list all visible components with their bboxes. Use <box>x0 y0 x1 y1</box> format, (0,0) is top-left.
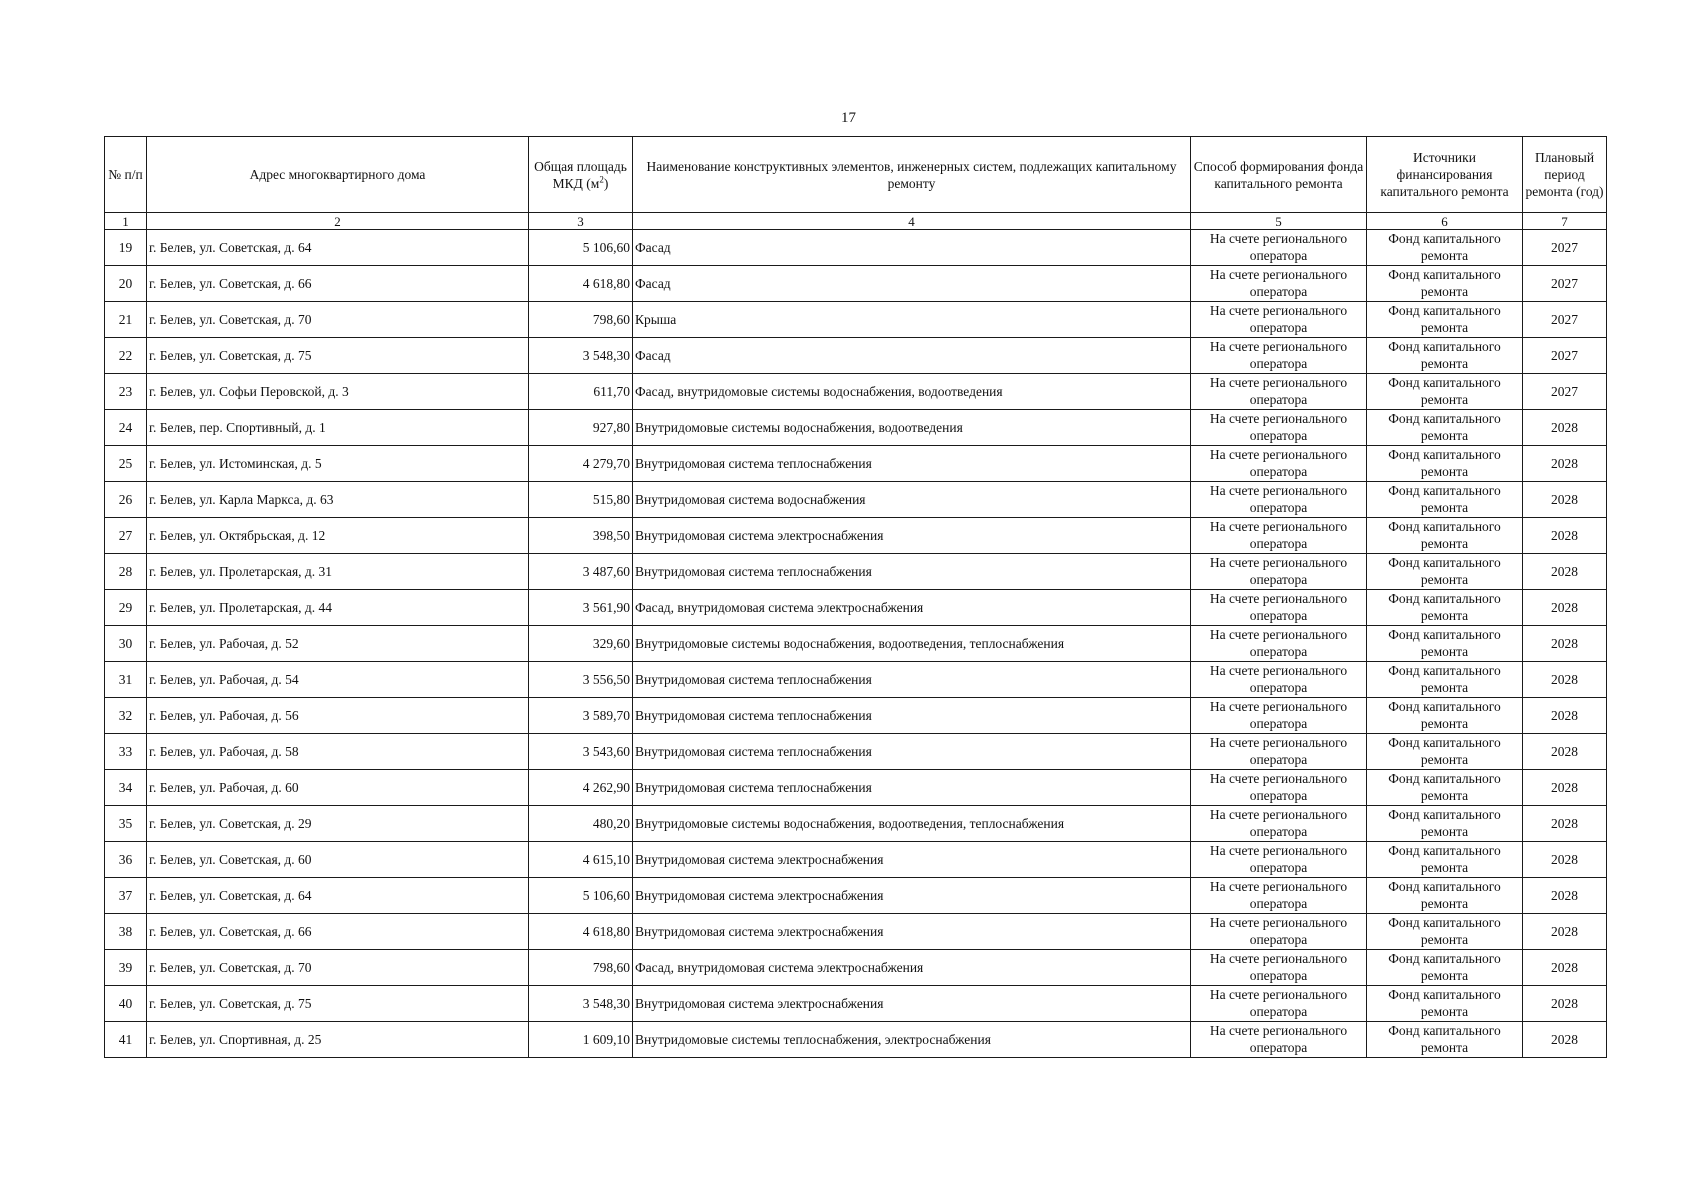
table-body <box>105 230 1607 1058</box>
table-row <box>105 806 1607 842</box>
repair-elements: Фасад, внутридомовая система электроснабжения <box>633 590 1191 626</box>
house-address: г. Белев, ул. Советская, д. 66 <box>147 914 529 950</box>
table-row <box>105 986 1607 1022</box>
header-row <box>105 137 1607 213</box>
total-area: 329,60 <box>529 626 633 662</box>
financing-source: Фонд капитального ремонта <box>1367 338 1523 374</box>
total-area: 3 589,70 <box>529 698 633 734</box>
table-row <box>105 878 1607 914</box>
planned-year: 2027 <box>1523 302 1607 338</box>
financing-source: Фонд капитального ремонта <box>1367 698 1523 734</box>
repair-elements: Внутридомовая система электроснабжения <box>633 518 1191 554</box>
fund-method: На счете регионального оператора <box>1191 590 1367 626</box>
planned-year: 2028 <box>1523 590 1607 626</box>
total-area: 4 262,90 <box>529 770 633 806</box>
house-address: г. Белев, ул. Советская, д. 60 <box>147 842 529 878</box>
financing-source: Фонд капитального ремонта <box>1367 374 1523 410</box>
fund-method: На счете регионального оператора <box>1191 770 1367 806</box>
header-no: № п/п <box>105 137 147 213</box>
house-address: г. Белев, пер. Спортивный, д. 1 <box>147 410 529 446</box>
fund-method: На счете регионального оператора <box>1191 230 1367 266</box>
table-row <box>105 554 1607 590</box>
planned-year: 2028 <box>1523 734 1607 770</box>
column-number: 7 <box>1523 213 1607 230</box>
repair-elements: Внутридомовые системы водоснабжения, водоотведения, теплоснабжения <box>633 626 1191 662</box>
planned-year: 2028 <box>1523 806 1607 842</box>
house-address: г. Белев, ул. Советская, д. 66 <box>147 266 529 302</box>
page-number: 17 <box>841 110 856 126</box>
house-address: г. Белев, ул. Спортивная, д. 25 <box>147 1022 529 1058</box>
repair-elements: Внутридомовые системы теплоснабжения, электроснабжения <box>633 1022 1191 1058</box>
table-row <box>105 1022 1607 1058</box>
total-area: 3 487,60 <box>529 554 633 590</box>
financing-source: Фонд капитального ремонта <box>1367 842 1523 878</box>
total-area: 515,80 <box>529 482 633 518</box>
row-number: 27 <box>105 518 147 554</box>
planned-year: 2028 <box>1523 986 1607 1022</box>
table-row <box>105 590 1607 626</box>
financing-source: Фонд капитального ремонта <box>1367 482 1523 518</box>
house-address: г. Белев, ул. Софьи Перовской, д. 3 <box>147 374 529 410</box>
total-area: 611,70 <box>529 374 633 410</box>
financing-source: Фонд капитального ремонта <box>1367 626 1523 662</box>
house-address: г. Белев, ул. Советская, д. 70 <box>147 950 529 986</box>
repair-elements: Внутридомовая система теплоснабжения <box>633 662 1191 698</box>
fund-method: На счете регионального оператора <box>1191 878 1367 914</box>
row-number: 32 <box>105 698 147 734</box>
fund-method: На счете регионального оператора <box>1191 626 1367 662</box>
planned-year: 2028 <box>1523 446 1607 482</box>
financing-source: Фонд капитального ремонта <box>1367 986 1523 1022</box>
financing-source: Фонд капитального ремонта <box>1367 770 1523 806</box>
house-address: г. Белев, ул. Пролетарская, д. 31 <box>147 554 529 590</box>
row-number: 22 <box>105 338 147 374</box>
planned-year: 2027 <box>1523 230 1607 266</box>
house-address: г. Белев, ул. Советская, д. 64 <box>147 230 529 266</box>
fund-method: На счете регионального оператора <box>1191 518 1367 554</box>
financing-source: Фонд капитального ремонта <box>1367 302 1523 338</box>
house-address: г. Белев, ул. Рабочая, д. 60 <box>147 770 529 806</box>
repair-elements: Внутридомовая система теплоснабжения <box>633 554 1191 590</box>
fund-method: На счете регионального оператора <box>1191 950 1367 986</box>
row-number: 20 <box>105 266 147 302</box>
row-number: 26 <box>105 482 147 518</box>
total-area: 4 615,10 <box>529 842 633 878</box>
planned-year: 2028 <box>1523 518 1607 554</box>
column-number: 5 <box>1191 213 1367 230</box>
planned-year: 2028 <box>1523 554 1607 590</box>
header-area-close: ) <box>603 175 609 191</box>
column-number: 4 <box>633 213 1191 230</box>
financing-source: Фонд капитального ремонта <box>1367 518 1523 554</box>
row-number: 40 <box>105 986 147 1022</box>
column-number: 3 <box>529 213 633 230</box>
repair-elements: Внутридомовая система водоснабжения <box>633 482 1191 518</box>
house-address: г. Белев, ул. Рабочая, д. 58 <box>147 734 529 770</box>
fund-method: На счете регионального оператора <box>1191 482 1367 518</box>
house-address: г. Белев, ул. Советская, д. 29 <box>147 806 529 842</box>
row-number: 39 <box>105 950 147 986</box>
row-number: 28 <box>105 554 147 590</box>
fund-method: На счете регионального оператора <box>1191 806 1367 842</box>
planned-year: 2028 <box>1523 842 1607 878</box>
table-row <box>105 518 1607 554</box>
table-row <box>105 842 1607 878</box>
repair-elements: Внутридомовая система электроснабжения <box>633 842 1191 878</box>
financing-source: Фонд капитального ремонта <box>1367 446 1523 482</box>
planned-year: 2028 <box>1523 698 1607 734</box>
financing-source: Фонд капитального ремонта <box>1367 914 1523 950</box>
house-address: г. Белев, ул. Советская, д. 70 <box>147 302 529 338</box>
header-period: Плановый период ремонта (год) <box>1523 137 1607 213</box>
financing-source: Фонд капитального ремонта <box>1367 950 1523 986</box>
table-row <box>105 734 1607 770</box>
repair-elements: Фасад <box>633 266 1191 302</box>
row-number: 35 <box>105 806 147 842</box>
table-row <box>105 302 1607 338</box>
financing-source: Фонд капитального ремонта <box>1367 1022 1523 1058</box>
planned-year: 2028 <box>1523 626 1607 662</box>
fund-method: На счете регионального оператора <box>1191 302 1367 338</box>
financing-source: Фонд капитального ремонта <box>1367 410 1523 446</box>
fund-method: На счете регионального оператора <box>1191 842 1367 878</box>
repair-elements: Внутридомовая система теплоснабжения <box>633 734 1191 770</box>
house-address: г. Белев, ул. Советская, д. 75 <box>147 986 529 1022</box>
table-row <box>105 374 1607 410</box>
fund-method: На счете регионального оператора <box>1191 410 1367 446</box>
row-number: 23 <box>105 374 147 410</box>
fund-method: На счете регионального оператора <box>1191 554 1367 590</box>
table-row <box>105 338 1607 374</box>
table-row <box>105 446 1607 482</box>
fund-method: На счете регионального оператора <box>1191 338 1367 374</box>
row-number: 25 <box>105 446 147 482</box>
total-area: 798,60 <box>529 302 633 338</box>
row-number: 41 <box>105 1022 147 1058</box>
table-row <box>105 266 1607 302</box>
house-address: г. Белев, ул. Рабочая, д. 52 <box>147 626 529 662</box>
table-row <box>105 950 1607 986</box>
total-area: 927,80 <box>529 410 633 446</box>
repair-elements: Внутридомовая система электроснабжения <box>633 914 1191 950</box>
table-row <box>105 410 1607 446</box>
column-number: 2 <box>147 213 529 230</box>
total-area: 1 609,10 <box>529 1022 633 1058</box>
total-area: 3 556,50 <box>529 662 633 698</box>
table-row <box>105 626 1607 662</box>
planned-year: 2028 <box>1523 914 1607 950</box>
house-address: г. Белев, ул. Октябрьская, д. 12 <box>147 518 529 554</box>
planned-year: 2027 <box>1523 374 1607 410</box>
total-area: 798,60 <box>529 950 633 986</box>
repair-elements: Внутридомовые системы водоснабжения, водоотведения <box>633 410 1191 446</box>
table-row <box>105 698 1607 734</box>
repair-elements: Крыша <box>633 302 1191 338</box>
table-row <box>105 230 1607 266</box>
planned-year: 2028 <box>1523 878 1607 914</box>
fund-method: На счете регионального оператора <box>1191 374 1367 410</box>
header-area <box>529 137 633 213</box>
fund-method: На счете регионального оператора <box>1191 266 1367 302</box>
planned-year: 2028 <box>1523 410 1607 446</box>
repair-elements: Внутридомовая система теплоснабжения <box>633 698 1191 734</box>
header-source: Источники финансирования капитального ремонта <box>1367 137 1523 213</box>
financing-source: Фонд капитального ремонта <box>1367 878 1523 914</box>
financing-source: Фонд капитального ремонта <box>1367 266 1523 302</box>
row-number: 29 <box>105 590 147 626</box>
column-number: 1 <box>105 213 147 230</box>
row-number: 36 <box>105 842 147 878</box>
planned-year: 2028 <box>1523 1022 1607 1058</box>
total-area: 480,20 <box>529 806 633 842</box>
row-number: 24 <box>105 410 147 446</box>
row-number: 31 <box>105 662 147 698</box>
house-address: г. Белев, ул. Рабочая, д. 56 <box>147 698 529 734</box>
repair-elements: Фасад <box>633 230 1191 266</box>
row-number: 19 <box>105 230 147 266</box>
total-area: 3 561,90 <box>529 590 633 626</box>
fund-method: На счете регионального оператора <box>1191 986 1367 1022</box>
house-address: г. Белев, ул. Пролетарская, д. 44 <box>147 590 529 626</box>
row-number: 38 <box>105 914 147 950</box>
repair-elements: Внутридомовая система теплоснабжения <box>633 446 1191 482</box>
financing-source: Фонд капитального ремонта <box>1367 230 1523 266</box>
fund-method: На счете регионального оператора <box>1191 1022 1367 1058</box>
total-area: 4 618,80 <box>529 914 633 950</box>
planned-year: 2028 <box>1523 662 1607 698</box>
total-area: 3 548,30 <box>529 338 633 374</box>
financing-source: Фонд капитального ремонта <box>1367 662 1523 698</box>
financing-source: Фонд капитального ремонта <box>1367 590 1523 626</box>
house-address: г. Белев, ул. Рабочая, д. 54 <box>147 662 529 698</box>
house-address: г. Белев, ул. Карла Маркса, д. 63 <box>147 482 529 518</box>
fund-method: На счете регионального оператора <box>1191 914 1367 950</box>
planned-year: 2027 <box>1523 266 1607 302</box>
financing-source: Фонд капитального ремонта <box>1367 554 1523 590</box>
financing-source: Фонд капитального ремонта <box>1367 734 1523 770</box>
financing-source: Фонд капитального ремонта <box>1367 806 1523 842</box>
house-address: г. Белев, ул. Советская, д. 75 <box>147 338 529 374</box>
fund-method: На счете регионального оператора <box>1191 698 1367 734</box>
row-number: 21 <box>105 302 147 338</box>
fund-method: На счете регионального оператора <box>1191 734 1367 770</box>
row-number: 34 <box>105 770 147 806</box>
planned-year: 2028 <box>1523 482 1607 518</box>
total-area: 3 548,30 <box>529 986 633 1022</box>
table-row <box>105 662 1607 698</box>
table-row <box>105 770 1607 806</box>
planned-year: 2028 <box>1523 770 1607 806</box>
header-method: Способ формирования фонда капитального ремонта <box>1191 137 1367 213</box>
total-area: 3 543,60 <box>529 734 633 770</box>
total-area: 4 618,80 <box>529 266 633 302</box>
capital-repair-table <box>104 136 1607 1058</box>
table-header <box>105 137 1607 230</box>
repair-elements: Внутридомовая система электроснабжения <box>633 878 1191 914</box>
row-number: 30 <box>105 626 147 662</box>
fund-method: На счете регионального оператора <box>1191 662 1367 698</box>
column-number: 6 <box>1367 213 1523 230</box>
house-address: г. Белев, ул. Истоминская, д. 5 <box>147 446 529 482</box>
table-row <box>105 914 1607 950</box>
column-number-row <box>105 213 1607 230</box>
total-area: 5 106,60 <box>529 230 633 266</box>
planned-year: 2028 <box>1523 950 1607 986</box>
header-elements: Наименование конструктивных элементов, инженерных систем, подлежащих капитальному ремонту <box>633 137 1191 213</box>
total-area: 4 279,70 <box>529 446 633 482</box>
fund-method: На счете регионального оператора <box>1191 446 1367 482</box>
row-number: 33 <box>105 734 147 770</box>
total-area: 398,50 <box>529 518 633 554</box>
repair-elements: Внутридомовая система теплоснабжения <box>633 770 1191 806</box>
planned-year: 2027 <box>1523 338 1607 374</box>
house-address: г. Белев, ул. Советская, д. 64 <box>147 878 529 914</box>
row-number: 37 <box>105 878 147 914</box>
repair-elements: Фасад, внутридомовые системы водоснабжения, водоотведения <box>633 374 1191 410</box>
repair-elements: Фасад <box>633 338 1191 374</box>
header-address: Адрес многоквартирного дома <box>147 137 529 213</box>
header-area-text: Общая площадь МКД (м <box>534 158 627 191</box>
table-row <box>105 482 1607 518</box>
header-area-sup: 2 <box>599 174 604 184</box>
total-area: 5 106,60 <box>529 878 633 914</box>
repair-elements: Внутридомовая система электроснабжения <box>633 986 1191 1022</box>
repair-elements: Фасад, внутридомовая система электроснабжения <box>633 950 1191 986</box>
repair-elements: Внутридомовые системы водоснабжения, водоотведения, теплоснабжения <box>633 806 1191 842</box>
